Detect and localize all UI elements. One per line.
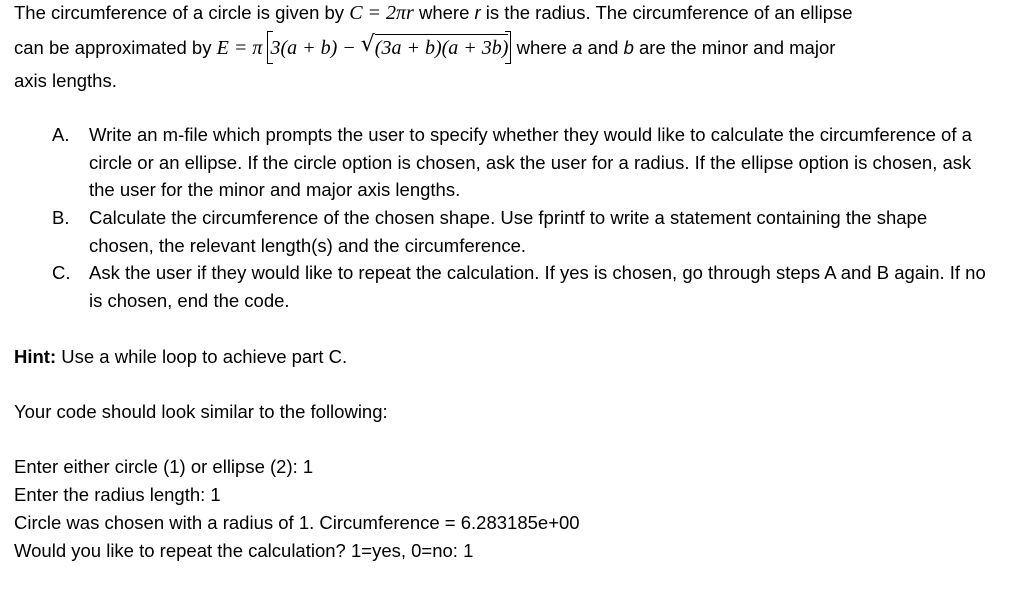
intro-text: The circumference of a circle is given by bbox=[14, 2, 350, 23]
list-item-a bbox=[52, 121, 1002, 205]
intro-text: where bbox=[413, 2, 475, 23]
intro-text: and bbox=[582, 37, 624, 58]
intro-line-1 bbox=[14, 0, 853, 26]
list-letter: A. bbox=[52, 124, 70, 145]
ellipse-formula-lhs: E = π bbox=[216, 37, 263, 59]
variable-r: r bbox=[474, 2, 481, 23]
variable-a: a bbox=[572, 37, 583, 58]
example-output-line: Circle was chosen with a radius of 1. Circumference = 6.283185e+00 bbox=[14, 512, 580, 533]
list-item-b bbox=[52, 204, 1002, 260]
example-output-line: Enter either circle (1) or ellipse (2): 1 bbox=[14, 456, 314, 477]
list-letter: C. bbox=[52, 262, 71, 283]
list-letter: B. bbox=[52, 207, 70, 228]
left-bracket bbox=[267, 31, 273, 64]
intro-text: where bbox=[511, 37, 573, 58]
circle-formula: C = 2πr bbox=[349, 2, 414, 24]
hint-label: Hint: bbox=[14, 346, 57, 367]
sqrt-radicand: (3a + b)(a + 3b) bbox=[375, 34, 509, 61]
intro-text: can be approximated by bbox=[14, 37, 217, 58]
intro-text: are the minor and major bbox=[633, 37, 836, 58]
intro-line-2 bbox=[14, 34, 835, 61]
right-bracket bbox=[505, 31, 511, 64]
list-text: Ask the user if they would like to repeat the calculation. If yes is chosen, go through steps A and B again. If no is chosen, end the code. bbox=[89, 262, 986, 311]
list-item-c bbox=[52, 259, 1002, 315]
ellipse-formula-bracket bbox=[267, 34, 511, 61]
square-root bbox=[361, 34, 509, 61]
radical-sign: √ bbox=[360, 32, 375, 57]
intro-text: is the radius. The circumference of an ellipse bbox=[480, 2, 853, 23]
ellipse-formula-part: 3(a + b) − bbox=[270, 37, 361, 59]
example-output-line: Would you like to repeat the calculation? 1=yes, 0=no: 1 bbox=[14, 540, 474, 561]
variable-b: b bbox=[623, 37, 634, 58]
example-intro: Your code should look similar to the following: bbox=[14, 401, 388, 422]
example-output-line: Enter the radius length: 1 bbox=[14, 484, 221, 505]
list-text: Write an m-file which prompts the user to specify whether they would like to calculate the circumference of a circle or an ellipse. If the circle option is chosen, ask the user for a radius. If the ellipse option is chosen, ask the user for the minor and major axis lengths. bbox=[89, 124, 972, 200]
hint bbox=[14, 344, 347, 370]
list-text: Calculate the circumference of the chosen shape. Use fprintf to write a statement containing the shape chosen, the relevant length(s) and the circumference. bbox=[89, 207, 928, 256]
intro-line-3: axis lengths. bbox=[14, 70, 117, 91]
hint-text: Use a while loop to achieve part C. bbox=[56, 346, 348, 367]
